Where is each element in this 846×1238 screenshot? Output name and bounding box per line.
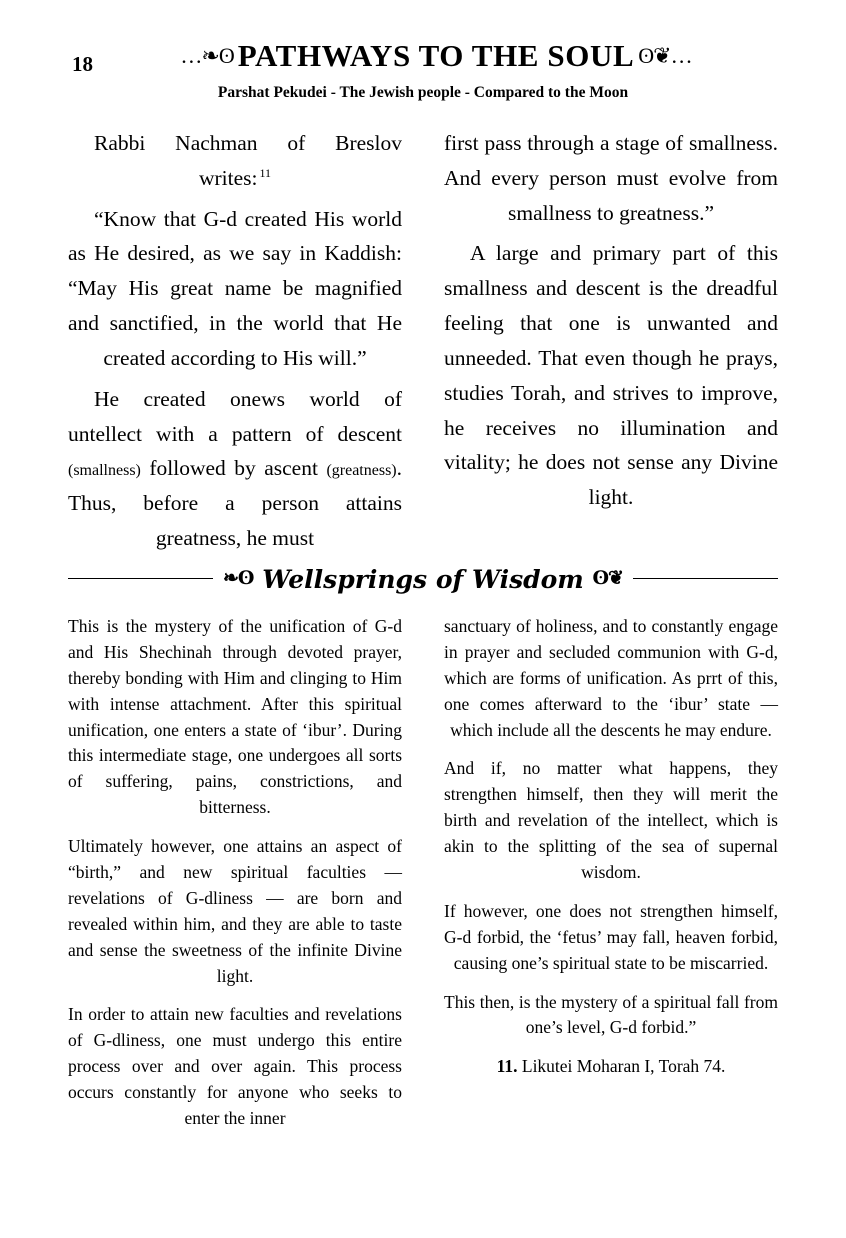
text-mid-note: followed by ascent xyxy=(140,456,327,481)
footnote-number: 11. xyxy=(496,1056,518,1077)
commentary-paragraph: This is the mystery of the unification of G-d and His Shechinah through devoted prayer, thereby bonding with Him and clinging to Him with intense attachment. After this spiritual unification, one enters a state of ‘ibur’. During this intermediate stage, one undergoes all sorts of suffering, pains, constrictions, and bitterness. xyxy=(68,615,402,818)
commentary-paragraph: If however, one does not strengthen himself, G-d forbid, the ‘fetus’ may fall, heaven forbid, causing one’s spiritual state to be miscarried. xyxy=(444,900,778,973)
paragraph-smallness-descent: A large and primary part of this smallness and descent is the dreadful feeling that one is unwanted and unneeded. That even though he prays, studies Torah, and strives to improve, he receives no illumination and vitality; he does not sense any Divine light. xyxy=(444,241,778,510)
wellsprings-inner xyxy=(213,565,633,594)
commentary-right-column xyxy=(444,614,778,1145)
ornament-left-icon: …❧ʘ xyxy=(180,43,234,68)
inline-note-greatness: (greatness) xyxy=(326,462,397,480)
inline-note-smallness: (smallness) xyxy=(68,462,141,480)
main-right-column xyxy=(444,126,778,562)
main-text-columns xyxy=(68,126,778,562)
commentary-left-column xyxy=(68,614,402,1145)
commentary-paragraph: In order to attain new faculties and revelations of G-dliness, one must undergo this entire process over and over again. This process occurs constantly for anyone who seeks to enter the inner xyxy=(68,1004,402,1128)
paragraph-descent-ascent xyxy=(68,382,402,556)
commentary-paragraph: And if, no matter what happens, they strengthen himself, then they will merit the birth and revelation of the intellect, which is akin to the splitting of the sea of supernal wisdom. xyxy=(444,758,778,882)
divider-ornament-left-icon: ❧ʘ xyxy=(223,566,254,589)
footnote-text: Likutei Moharan I, Torah 74. xyxy=(521,1056,726,1077)
wellsprings-label: Wellsprings of Wisdom xyxy=(262,564,584,594)
page xyxy=(0,38,846,1238)
commentary-paragraph: Ultimately however, one attains an aspect of “birth,” and new spiritual faculties — revelations of G-dliness — are born and revealed within him, and they are able to taste and sense the sweetness of the infinite Divine light. xyxy=(68,836,402,986)
folio-number: 18 xyxy=(72,52,93,76)
footnote-marker-11: 11 xyxy=(259,165,272,180)
paragraph-intro-text: Rabbi Nachman of Breslov writes: xyxy=(94,131,402,190)
page-subtitle: Parshat Pekudei - The Jewish people - Compared to the Moon xyxy=(217,84,629,101)
ornament-right-icon: ʘ❦… xyxy=(638,43,692,68)
commentary-paragraph: sanctuary of holiness, and to constantly engage in prayer and secluded communion with G-d, which are forms of unification. As prrt of this, one comes afterward to the ‘ibur’ state — which include all the descents he may endure. xyxy=(444,615,778,740)
divider-ornament-right-icon: ʘ❦ xyxy=(592,566,623,589)
section-divider xyxy=(68,564,778,594)
wellsprings-heading xyxy=(68,565,778,594)
book-title: PATHWAYS TO THE SOUL xyxy=(237,38,635,73)
text-after-note: . Thus, before a person attains greatness, he must xyxy=(68,456,402,551)
paragraph-continuation: first pass through a stage of smallness. And every person must evolve from smallness to greatness.” xyxy=(444,131,778,225)
text-before-note: He created onews world of untellect with a pattern of descent xyxy=(68,386,402,446)
running-head xyxy=(68,38,778,74)
commentary-columns xyxy=(68,614,778,1145)
paragraph-intro xyxy=(68,126,402,196)
page-header xyxy=(68,38,778,100)
commentary-paragraph: This then, is the mystery of a spiritual fall from one’s level, G-d forbid.” xyxy=(444,991,778,1038)
footnote-entry xyxy=(444,1054,778,1080)
main-left-column xyxy=(68,126,402,562)
paragraph-quote: “Know that G-d created His world as He desired, as we say in Kaddish: “May His great name be magnified and sanctified, in the world that He created according to His will.” xyxy=(68,206,402,370)
